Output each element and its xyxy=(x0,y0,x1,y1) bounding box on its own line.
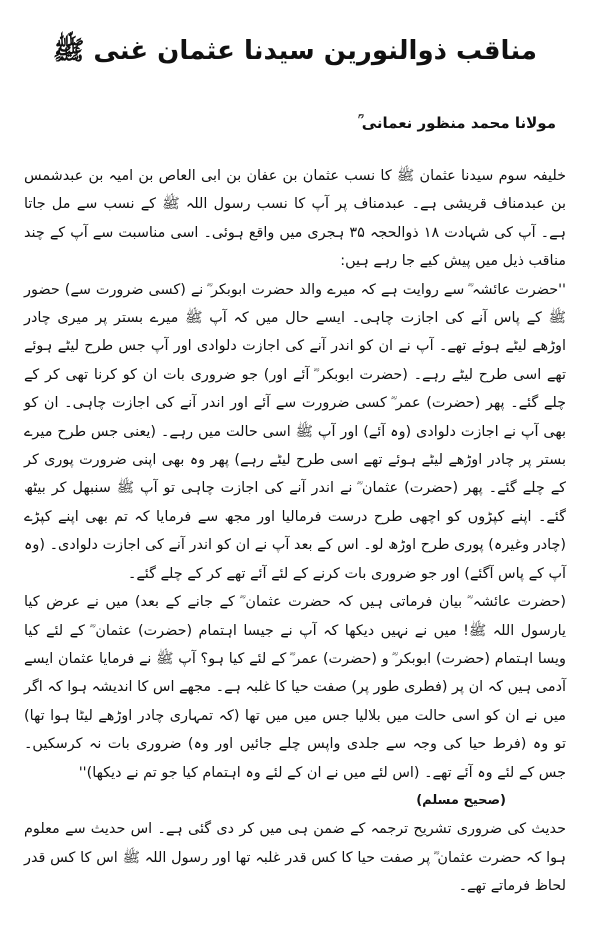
hadith-paragraph-1: ''حضرت عائشہ ؓ سے روایت ہے کہ میرے والد حضرت ابوبکر ؓ نے (کسی ضرورت سے) حضور ﷺ کے پاس آنے کی اجازت چاہی۔ ایسے حال میں کہ آپ ﷺ میرے بستر پر میری چادر اوڑھے لیٹے ہوئے تھے۔ آپ نے ان کو اندر آنے کی اجازت دلوادی اور آپ جس طرح لیٹے ہوئے تھے اسی طرح لیٹے رہے۔ (حضرت ابوبکر ؓ آئے اور) جو ضروری بات ان کو کرنا تھی کر کے چلے گئے۔ پھر (حضرت) عمر ؓ کسی ضرورت سے آئے اور اندر آنے کی اجازت چاہی۔ ان کو بھی آپ نے اجازت دلوادی (وہ آئے) اور آپ ﷺ اسی حالت میں رہے۔ (یعنی جس طرح میرے بستر پر چادر اوڑھے لیٹے ہوئے تھے اسی طرح لیٹے رہے) پھر وہ بھی اپنی ضرورت پوری کر کے چلے گئے۔ پھر (حضرت) عثمان ؓ نے اندر آنے کی اجازت چاہی تو آپ ﷺ سنبھل کر بیٹھ گئے۔ اپنے کپڑوں کو اچھی طرح درست فرمالیا اور مجھ سے فرمایا کہ تم بھی اپنے کپڑے (چادر وغیرہ) پوری طرح اوڑھ لو۔ اس کے بعد آپ نے ان کو اندر آنے کی اجازت دلوادی۔ (وہ آپ کے پاس آگئے) اور جو ضروری بات کرنے کے لئے آئے تھے کر کے چلے گئے۔ xyxy=(24,281,566,582)
intro-paragraph: خلیفہ سوم سیدنا عثمان ﷺ کا نسب عثمان بن عفان بن ابی العاص بن امیہ بن عبدشمس بن عبدمناف قریشی ہے۔ عبدمناف پر آپ کا نسب رسول اللہ ﷺ کے نسب سے مل جاتا ہے۔ آپ کی شہادت ۱۸ ذوالحجہ ۳۵ ہجری میں واقع ہوئی۔ اسی مناسبت سے آپ کے چند مناقب ذیل میں پیش کیے جا رہے ہیں: xyxy=(24,168,566,270)
hadith-paragraph-2: (حضرت عائشہ ؓ بیان فرماتی ہیں کہ حضرت عثمان ؓ کے جانے کے بعد) میں نے عرض کیا یارسول اللہ ﷺ! میں نے نہیں دیکھا کہ آپ نے جیسا اہتمام (حضرت) عثمان ؓ کے لئے کیا ویسا اہتمام (حضرت) ابوبکر ؓ و (حضرت) عمر ؓ کے لئے کیا ہو؟ آپ ﷺ نے فرمایا عثمان ایسے آدمی ہیں کہ ان پر (فطری طور پر) صفت حیا کا غلبہ ہے۔ مجھے اس کا اندیشہ ہوا کہ اگر میں نے ان کو اسی حالت میں بلالیا جس میں میں تھا (کہ تمہاری چادر اوڑھے لیٹا ہوا تھا) تو وہ (فرط حیا کی وجہ سے جلدی واپس چلے جائیں اور وہ) ضروری بات نہ کرسکیں۔ جس کے لئے وہ آئے تھے۔ (اس لئے میں نے ان کے لئے وہ اہتمام کیا جو تم نے دیکھا)'' xyxy=(24,594,566,781)
page-title: مناقب ذوالنورین سیدنا عثمان غنی ﷺ xyxy=(52,36,538,66)
hadith-quote xyxy=(24,276,566,816)
conclusion-paragraph: حدیث کی ضروری تشریح ترجمہ کے ضمن ہی میں کر دی گئی ہے۔ اس حدیث سے معلوم ہوا کہ حضرت عثمان ؓ پر صفت حیا کا کس قدر غلبہ تھا اور رسول اللہ ﷺ اس کا کس قدر لحاظ فرماتے تھے۔ xyxy=(24,821,566,895)
hadith-source: (صحیح مسلم) xyxy=(416,792,506,808)
author-name: مولانا محمد منظور نعمانی ؒ xyxy=(357,114,556,132)
